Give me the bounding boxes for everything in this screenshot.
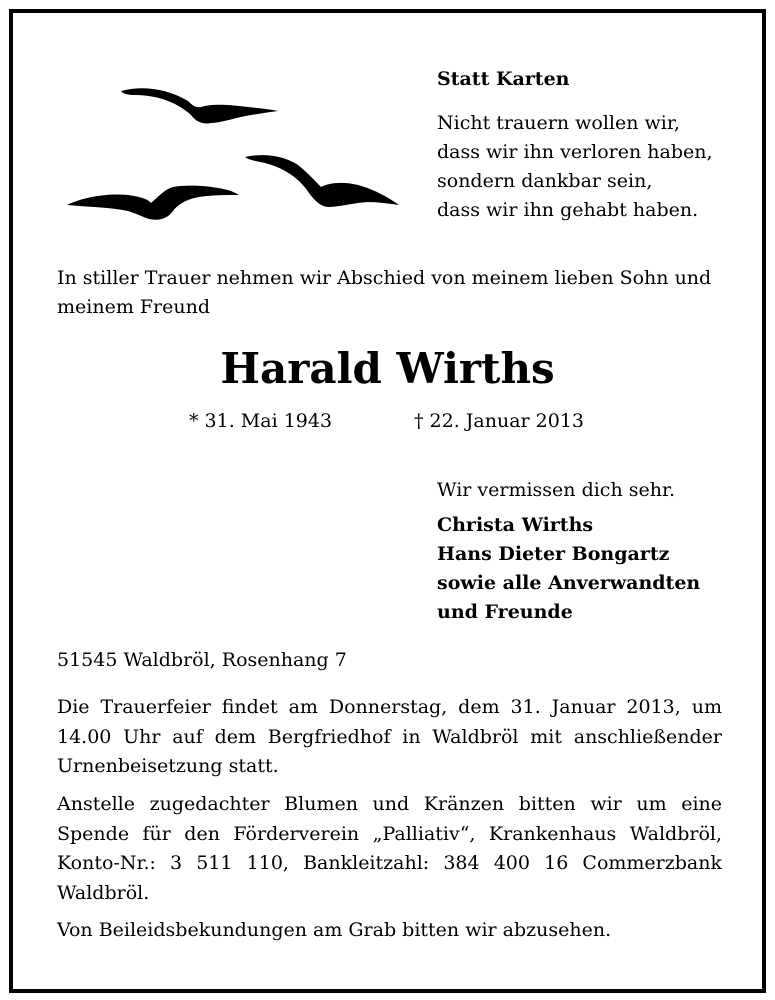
mourner-name: sowie alle Anverwandten [437,572,701,594]
mourner-name: Christa Wirths [437,514,594,536]
mourner-name: und Freunde [437,601,573,623]
mourner-name: Hans Dieter Bongartz [437,543,670,565]
poem-heading: Statt Karten [437,68,570,90]
birds-illustration [53,73,413,233]
obituary-frame [9,9,766,993]
miss-line: Wir vermissen dich sehr. [437,479,675,501]
condolence-paragraph: Von Beileidsbekundungen am Grab bitten wir abzusehen. [57,919,612,941]
death-date: † 22. Januar 2013 [414,410,585,432]
birth-date: * 31. Mai 1943 [189,410,333,432]
poem-line: Nicht trauern wollen wir, [437,112,680,134]
poem-line: dass wir ihn gehabt haben. [437,199,699,221]
mourner-names [437,511,700,627]
poem-line: dass wir ihn verloren haben, [437,141,713,163]
bird-icon [121,88,278,123]
address: 51545 Waldbröl, Rosenhang 7 [57,649,347,671]
donation-paragraph: Anstelle zugedachter Blumen und Kränzen bitten wir um eine Spende für den Förderverein „Palliativ“, Krankenhaus Waldbröl, Konto-Nr.: 3 511 110, Bankleitzahl: 384 400 16 Commerzbank Waldbröl. [57,793,722,904]
intro-text: In stiller Trauer nehmen wir Abschied von meinem lieben Sohn und meinem Freund [57,267,712,318]
bird-icon [67,186,239,220]
poem-line: sondern dankbar sein, [437,170,653,192]
poem-block [437,65,713,225]
mourners-block [437,476,700,627]
bird-icon [245,155,399,207]
deceased-name: Harald Wirths [220,344,555,393]
funeral-info-paragraph: Die Trauerfeier findet am Donnerstag, dem 31. Januar 2013, um 14.00 Uhr auf dem Bergfriedhof in Waldbröl mit anschließender Urnenbeisetzung statt. [57,696,722,777]
